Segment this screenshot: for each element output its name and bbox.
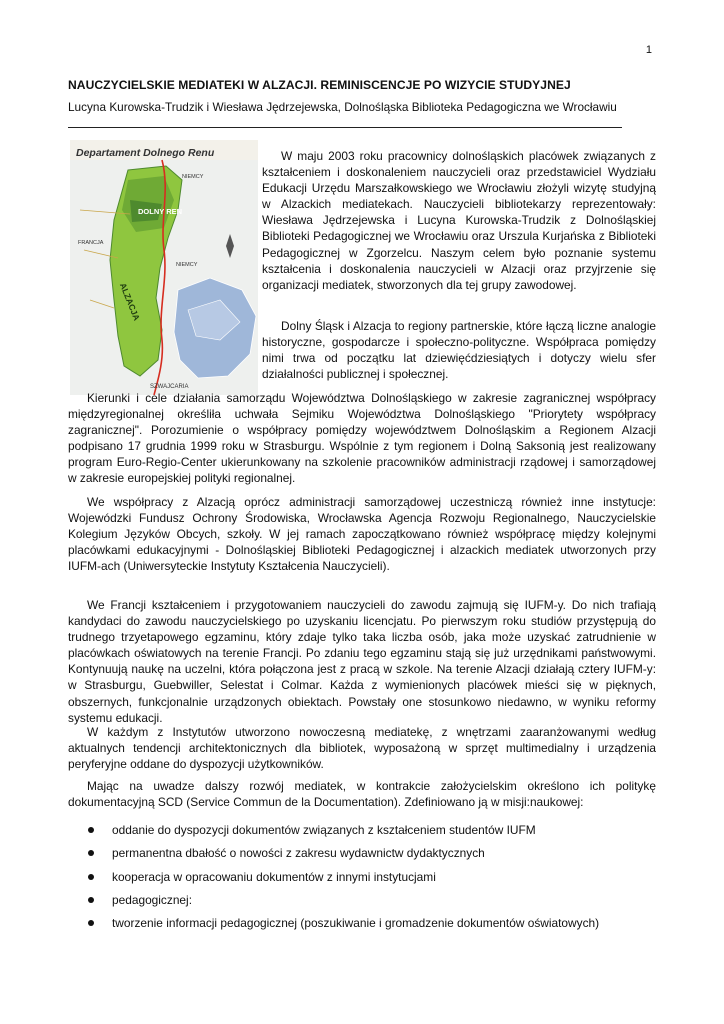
paragraph-scd-policy: Mając na uwadze dalszy rozwój mediatek, w kontrakcie założycielskim określono ich politykę dokumentacyjną SCD (Service Commun de la Documentation). Zdefiniowano ją w misji:naukowej: [68, 779, 656, 810]
bullet-icon [88, 897, 94, 903]
paragraph-cooperation-goals: Kierunki i cele działania samorządu Województwa Dolnośląskiego w zakresie zagranicznej współpracy międzyregionalnej określiła uchwała Sejmiku Województwa Dolnośląskiego "Priorytety współpracy zagranicznej". Porozumienie o współpracy pomiędzy województwem Dolnośląskim a Regionem Alzacji podpisano 17 grudnia 1999 roku w Strasburgu. Wspólnie z tym regionem i Dolną Saksonią jest realizowany program Euro-Regio-Center ukierunkowany na szkolenie pracowników administracji rządowej i samorządowej w zakresie europejskiej polityki regionalnej. [68, 391, 656, 486]
map-label-szwajcaria: SZWAJCARIA [150, 384, 189, 390]
paragraph-partner-regions: Dolny Śląsk i Alzacja to regiony partnerskie, które łączą liczne analogie historyczne, gospodarcze i społeczno-polityczne. Współpraca pomiędzy nimi trwa od początku lat dziewięćdziesiątych i dotyczy wielu sfer działalności publicznej i społecznej. [262, 319, 656, 382]
map-image [70, 140, 258, 395]
map-label-alzacja: ALZACJA [117, 281, 143, 322]
map-label-dolny-ren: DOLNY REN [138, 207, 183, 216]
bullet-icon [88, 874, 94, 880]
article-authors: Lucyna Kurowska-Trudzik i Wiesława Jędrzejewska, Dolnośląska Biblioteka Pedagogiczna we Wrocławiu [68, 100, 617, 114]
bullet-icon [88, 827, 94, 833]
map-label-niemcy-mid: NIEMCY [176, 262, 198, 268]
mission-list [88, 822, 658, 938]
bullet-icon [88, 920, 94, 926]
page-number: 1 [645, 44, 652, 56]
list-item: kooperacja w opracowaniu dokumentów z innymi instytucjami [88, 869, 658, 892]
list-item: oddanie do dyspozycji dokumentów związanych z kształceniem studentów IUFM [88, 822, 658, 845]
article-title: NAUCZYCIELSKIE MEDIATEKI W ALZACJI. REMINISCENCJE PO WIZYCIE STUDYJNEJ [68, 78, 571, 92]
list-item: pedagogicznej: [88, 892, 658, 915]
header-divider [68, 127, 622, 128]
paragraph-visit: W maju 2003 roku pracownicy dolnośląskich placówek związanych z kształceniem i doskonaleniem nauczycieli oraz przedstawiciel Wydziału Edukacji Urzędu Marszałkowskiego we Wrocławiu złożyli wizytę studyjną w Alzackich mediatekach. Nauczycieli bibliotekarzy reprezentowały: Wiesława Jędrzejewska i Lucyna Kurowska-Trudzik z Dolnośląskiej Biblioteki Pedagogicznej we Wrocławiu oraz Urszula Kurjańska z Biblioteki Pedagogicznej w Zgorzelcu. Naszym celem było poznanie systemu kształcenia i doskonalenia nauczycieli w Alzacji oraz przyjrzenie się organizacji mediatek, stworzonych dla tej grupy zawodowej. [262, 149, 656, 292]
map-title: Departament Dolnego Renu [76, 147, 215, 159]
list-item: tworzenie informacji pedagogicznej (poszukiwanie i gromadzenie dokumentów oświatowych) [88, 915, 658, 938]
bullet-icon [88, 850, 94, 856]
paragraph-iufm: We Francji kształceniem i przygotowaniem nauczycieli do zawodu zajmują się IUFM-y. Do nich trafiają kandydaci do zawodu nauczycielskiego po uzyskaniu licencjatu. Po pierwszym roku studiów przystępują do trudnego trzyetapowego egzaminu, który zdaje tylko taka liczba osób, jaka może uzyskać zatrudnienie w placówkach oświatowych na terenie Francji. Po zdaniu tego egzaminu stają się już urzędnikami państwowymi. Kontynuują naukę na uczelni, która połączona jest z pracą w szkole. Na terenie Alzacji działają cztery IUFM-y: w Strasburgu, Guebwiller, Selestat i Colmar. Każda z wymienionych placówek mieści się w pięknych, obszernych, funkcjonalnie urządzonych obiektach. Powstały one stosunkowo niedawno, w wyniku reformy systemu edukacji. [68, 598, 656, 725]
paragraph-mediateka: W każdym z Instytutów utworzono nowoczesną mediatekę, z wnętrzami zaaranżowanymi według aktualnych tendencji architektonicznych dla bibliotek, wyposażoną w sprzęt multimedialny i urządzenia peryferyjne oddane do dyspozycji użytkowników. [68, 725, 656, 772]
paragraph-institutions: We współpracy z Alzacją oprócz administracji samorządowej uczestniczą również inne instytucje: Wojewódzki Fundusz Ochrony Środowiska, Wrocławska Agencja Rozwoju Regionalnego, Nauczycielskie Kolegium Języków Obcych, szkoły. W jej ramach zapoczątkowano również współpracę między kolejnymi placówkami edukacyjnymi - Dolnośląskiej Biblioteki Pedagogicznej i alzackich mediatek utworzonych przy IUFM-ach (Uniwersyteckie Instytuty Kształcenia Nauczycieli). [68, 495, 656, 574]
list-item: permanentna dbałość o nowości z zakresu wydawnictw dydaktycznych [88, 845, 658, 868]
map-label-francja: FRANCJA [78, 240, 104, 246]
map-label-niemcy-top: NIEMCY [182, 174, 204, 180]
